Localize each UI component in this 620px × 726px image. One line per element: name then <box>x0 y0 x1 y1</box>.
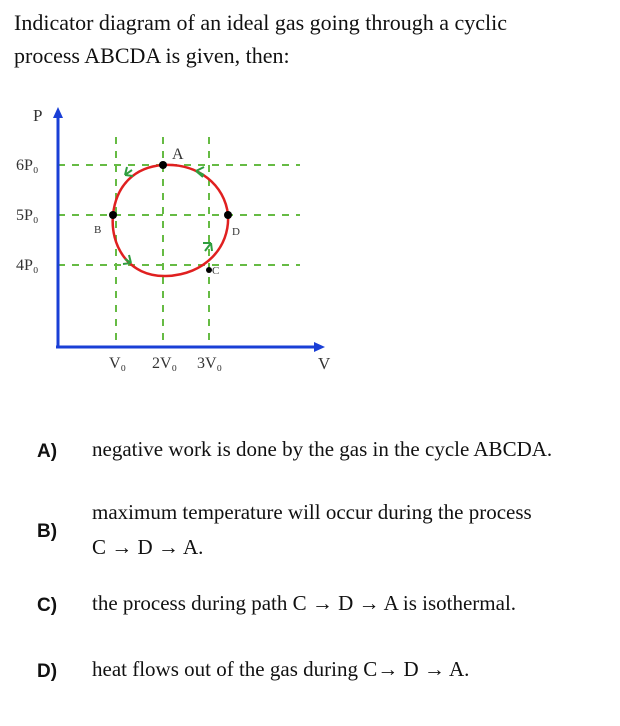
option-a-letter: A) <box>37 441 58 462</box>
question-line-2: process ABCDA is given, then: <box>14 43 290 68</box>
arrow-a-to-b-icon <box>125 167 133 176</box>
option-b-line-2: C → D → A. <box>92 535 204 559</box>
p-axis-label: P <box>33 106 43 125</box>
point-c-label: C <box>212 265 220 277</box>
option-c-text: the process during path C → D → A is isothermal. <box>92 591 517 615</box>
v-axis-label: V <box>318 354 331 373</box>
y-tick-6p0: 6P₀ <box>16 157 39 174</box>
v-axis-arrow-icon <box>314 342 325 352</box>
x-tick-v0: V₀ <box>109 355 127 372</box>
grid-lines <box>58 137 300 345</box>
question-text <box>14 6 614 72</box>
y-tick-5p0: 5P₀ <box>16 207 39 224</box>
point-a-label: A <box>172 146 184 163</box>
option-d-letter: D) <box>37 661 58 682</box>
point-a <box>159 161 167 169</box>
point-b <box>109 211 117 219</box>
point-d-label: D <box>232 226 240 238</box>
arrow-c-to-d-icon <box>203 243 212 251</box>
question-line-1: Indicator diagram of an ideal gas going through a cyclic <box>14 10 507 35</box>
point-d <box>224 211 232 219</box>
option-a-text: negative work is done by the gas in the cycle ABCDA. <box>92 437 553 461</box>
y-tick-4p0: 4P₀ <box>16 257 39 274</box>
x-tick-2v0: 2V₀ <box>152 355 178 372</box>
option-c-letter: C) <box>37 595 58 616</box>
option-b-line-1: maximum temperature will occur during the process <box>92 500 532 524</box>
x-tick-3v0: 3V₀ <box>197 355 223 372</box>
arrow-d-to-a-icon <box>196 167 204 177</box>
option-b-letter: B) <box>37 521 58 542</box>
option-d-text: heat flows out of the gas during C→ D → A. <box>92 657 470 681</box>
point-b-label: B <box>94 224 102 236</box>
pv-indicator-diagram <box>0 95 380 395</box>
p-axis-arrow-icon <box>53 107 63 118</box>
